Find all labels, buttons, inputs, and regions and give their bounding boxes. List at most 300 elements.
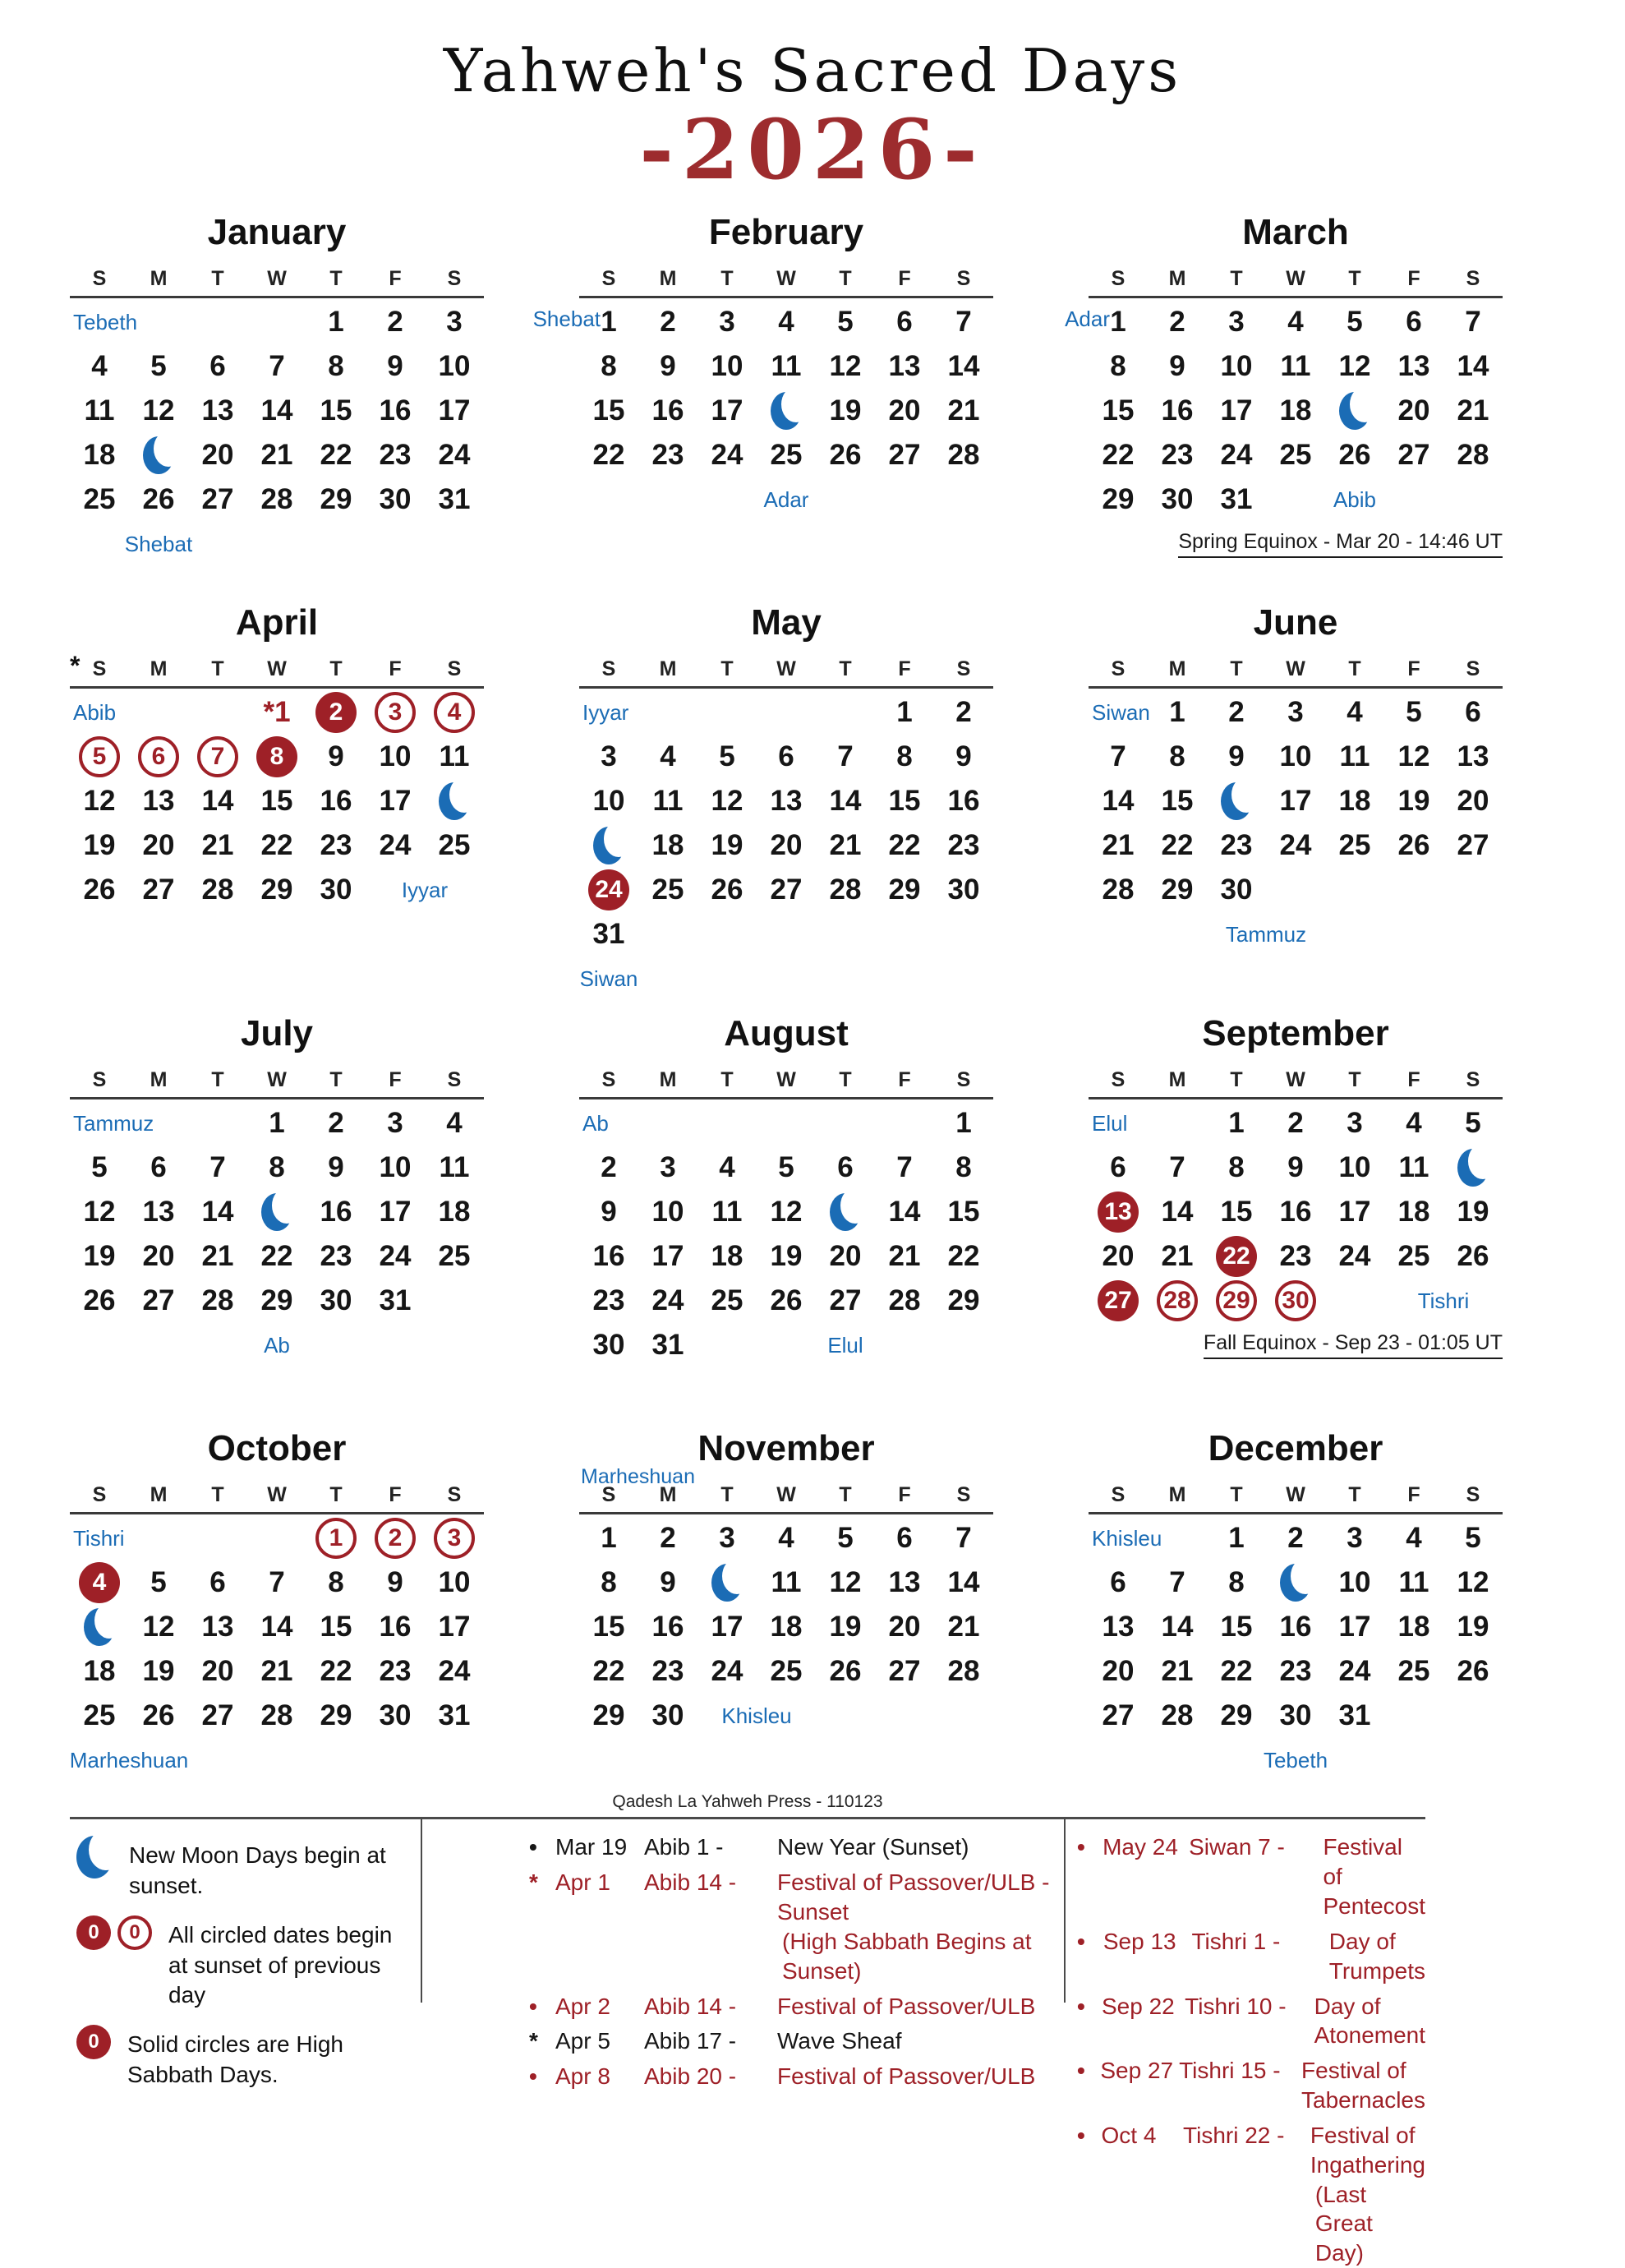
day-number: 4 bbox=[446, 1107, 463, 1140]
day-cell bbox=[579, 823, 638, 868]
header-asterisk: * bbox=[70, 651, 81, 680]
day-number: 7 bbox=[1465, 306, 1481, 339]
day-number: 3 bbox=[660, 1151, 676, 1184]
day-cell bbox=[1384, 389, 1443, 433]
day-cell bbox=[579, 1694, 638, 1738]
day-cell bbox=[1443, 823, 1503, 868]
day-cell bbox=[934, 1560, 993, 1605]
day-cell bbox=[1207, 433, 1266, 477]
day-number: 11 bbox=[439, 740, 470, 773]
month-title: January bbox=[207, 212, 347, 252]
day-cell bbox=[70, 389, 129, 433]
day-cell bbox=[425, 433, 484, 477]
day-cell bbox=[1266, 779, 1325, 823]
day-number: 31 bbox=[592, 918, 625, 951]
day-number: 25 bbox=[770, 1655, 803, 1688]
day-cell bbox=[1207, 300, 1266, 344]
day-cell bbox=[875, 1190, 934, 1234]
day-number: 7 bbox=[1169, 1151, 1185, 1184]
weekday-label: W bbox=[776, 1483, 796, 1507]
day-cell bbox=[366, 1101, 425, 1146]
day-number: 13 bbox=[770, 785, 803, 818]
day-number: 15 bbox=[947, 1196, 980, 1228]
day-number: 5 bbox=[778, 1151, 794, 1184]
day-cell bbox=[1443, 1146, 1503, 1190]
day-number: 3 bbox=[601, 740, 617, 773]
day-cell bbox=[129, 389, 188, 433]
weekday-label: T bbox=[211, 267, 224, 291]
day-cell bbox=[1207, 823, 1266, 868]
day-cell bbox=[306, 433, 366, 477]
day-number: 28 bbox=[888, 1284, 921, 1317]
day-number: 13 bbox=[1397, 350, 1430, 383]
day-cell bbox=[757, 1234, 816, 1279]
day-cell bbox=[1384, 1234, 1443, 1279]
weekday-label: F bbox=[1407, 1068, 1420, 1092]
feast-entry bbox=[529, 2026, 1064, 2056]
day-number: 16 bbox=[1279, 1611, 1312, 1643]
day-cell bbox=[1148, 735, 1207, 779]
day-number: 2 bbox=[387, 306, 403, 339]
weekday-label: T bbox=[329, 657, 343, 681]
month-grid bbox=[1089, 1101, 1503, 1323]
high-sabbath-date: 22 bbox=[1216, 1236, 1257, 1277]
day-number: 15 bbox=[592, 1611, 625, 1643]
day-cell bbox=[638, 1190, 697, 1234]
month-title: May bbox=[751, 602, 822, 643]
day-cell bbox=[70, 735, 129, 779]
day-number: 18 bbox=[770, 1611, 803, 1643]
weekday-label: T bbox=[1348, 1483, 1361, 1507]
day-cell bbox=[697, 1146, 757, 1190]
weekday-label: S bbox=[601, 1068, 616, 1092]
day-number: 28 bbox=[1457, 439, 1489, 472]
day-cell bbox=[1207, 690, 1266, 735]
month-grid bbox=[70, 1101, 484, 1367]
day-cell bbox=[1089, 823, 1148, 868]
weekday-label: T bbox=[211, 1068, 224, 1092]
day-number: 1 bbox=[955, 1107, 972, 1140]
day-number: 7 bbox=[209, 1151, 226, 1184]
day-number: 21 bbox=[947, 1611, 980, 1643]
day-number: 3 bbox=[387, 1107, 403, 1140]
day-cell bbox=[129, 1560, 188, 1605]
day-number: 6 bbox=[837, 1151, 854, 1184]
weekday-label: M bbox=[659, 657, 677, 681]
weekday-label: T bbox=[839, 657, 852, 681]
day-number: 15 bbox=[1102, 394, 1135, 427]
day-cell bbox=[1148, 1649, 1207, 1694]
hebrew-month-label: Abib bbox=[1333, 486, 1377, 512]
legend-circled-text: All circled dates begin at sunset of previous day bbox=[168, 1922, 393, 2008]
day-number: 29 bbox=[320, 1699, 352, 1732]
day-number: 19 bbox=[83, 1240, 116, 1273]
day-number: 24 bbox=[1220, 439, 1253, 472]
day-cell bbox=[816, 779, 875, 823]
day-number: 3 bbox=[719, 1522, 735, 1555]
day-cell bbox=[1443, 1649, 1503, 1694]
day-cell bbox=[1325, 300, 1384, 344]
day-number: 21 bbox=[201, 829, 234, 862]
weekday-label: S bbox=[1111, 1068, 1126, 1092]
weekday-label: S bbox=[1111, 267, 1126, 291]
day-cell bbox=[1089, 344, 1148, 389]
feast-date: Apr 2 bbox=[555, 1993, 610, 2019]
day-cell bbox=[1089, 1694, 1148, 1738]
day-number: 17 bbox=[438, 394, 471, 427]
day-cell bbox=[306, 1694, 366, 1738]
day-cell bbox=[697, 433, 757, 477]
day-cell bbox=[816, 389, 875, 433]
day-number: 27 bbox=[888, 1655, 921, 1688]
day-number: 19 bbox=[1457, 1611, 1489, 1643]
day-number: 13 bbox=[888, 1566, 921, 1599]
day-cell bbox=[1089, 433, 1148, 477]
day-cell bbox=[697, 1190, 757, 1234]
day-cell bbox=[425, 1146, 484, 1190]
day-number: 21 bbox=[1161, 1240, 1194, 1273]
weekday-label: T bbox=[1230, 1068, 1243, 1092]
day-cell bbox=[1384, 1516, 1443, 1560]
day-number: 19 bbox=[829, 394, 862, 427]
day-cell bbox=[1148, 344, 1207, 389]
hebrew-month-label: Khisleu bbox=[1092, 1525, 1162, 1551]
day-cell bbox=[1266, 433, 1325, 477]
day-number: 17 bbox=[651, 1240, 684, 1273]
day-number: 3 bbox=[719, 306, 735, 339]
day-number: 16 bbox=[320, 1196, 352, 1228]
day-cell bbox=[247, 1101, 306, 1146]
day-cell bbox=[1325, 1694, 1384, 1738]
day-cell bbox=[247, 433, 306, 477]
day-number: 26 bbox=[142, 1699, 175, 1732]
day-cell bbox=[697, 735, 757, 779]
weekday-label: T bbox=[1230, 267, 1243, 291]
day-cell bbox=[638, 344, 697, 389]
weekday-label: M bbox=[1168, 267, 1186, 291]
day-number: 9 bbox=[660, 350, 676, 383]
day-cell bbox=[425, 389, 484, 433]
day-number: 2 bbox=[601, 1151, 617, 1184]
day-number: 14 bbox=[947, 350, 980, 383]
day-cell bbox=[247, 779, 306, 823]
day-cell bbox=[1325, 389, 1384, 433]
feast-date: Apr 5 bbox=[555, 2028, 610, 2054]
weekday-label: F bbox=[389, 1068, 402, 1092]
day-cell bbox=[366, 1146, 425, 1190]
day-number: 28 bbox=[947, 1655, 980, 1688]
day-cell bbox=[70, 1649, 129, 1694]
day-number: 26 bbox=[770, 1284, 803, 1317]
day-number: 14 bbox=[260, 394, 293, 427]
day-number: 9 bbox=[1287, 1151, 1304, 1184]
feast-hebrew-date: Tishri 22 - bbox=[1183, 2122, 1285, 2148]
weekday-label: F bbox=[389, 1483, 402, 1507]
day-cell bbox=[1266, 1279, 1325, 1323]
day-cell bbox=[1148, 823, 1207, 868]
day-number: 10 bbox=[711, 350, 743, 383]
day-cell bbox=[306, 1560, 366, 1605]
weekday-label: T bbox=[1230, 657, 1243, 681]
day-number: 23 bbox=[592, 1284, 625, 1317]
day-cell bbox=[306, 477, 366, 522]
weekday-label: F bbox=[898, 657, 911, 681]
day-number: 20 bbox=[1457, 785, 1489, 818]
day-cell bbox=[188, 477, 247, 522]
day-cell bbox=[366, 389, 425, 433]
day-number: 4 bbox=[1406, 1107, 1422, 1140]
feast-name-line2: (Last Great Day) bbox=[1314, 2181, 1373, 2266]
day-cell bbox=[757, 868, 816, 912]
legend-fall-feasts bbox=[1064, 1819, 1426, 2266]
day-cell bbox=[1266, 1101, 1325, 1146]
day-number: 27 bbox=[1397, 439, 1430, 472]
day-cell bbox=[579, 1605, 638, 1649]
day-number: 26 bbox=[1397, 829, 1430, 862]
day-number: 23 bbox=[379, 1655, 412, 1688]
day-number: 4 bbox=[778, 306, 794, 339]
day-number: 28 bbox=[1161, 1699, 1194, 1732]
circled-date: 5 bbox=[79, 736, 120, 777]
day-cell bbox=[934, 1146, 993, 1190]
day-number: 2 bbox=[1287, 1522, 1304, 1555]
day-cell bbox=[1148, 389, 1207, 433]
feast-entry bbox=[529, 2062, 1064, 2091]
day-cell bbox=[425, 1101, 484, 1146]
day-cell bbox=[425, 1190, 484, 1234]
day-number: 30 bbox=[379, 1699, 412, 1732]
new-moon-icon bbox=[143, 436, 174, 474]
day-cell bbox=[306, 868, 366, 912]
weekday-label: T bbox=[329, 1483, 343, 1507]
weekday-label: S bbox=[956, 1483, 971, 1507]
feast-marker: • bbox=[1077, 1928, 1085, 1954]
day-cell bbox=[1266, 1190, 1325, 1234]
day-number: 7 bbox=[955, 1522, 972, 1555]
day-cell bbox=[1266, 1560, 1325, 1605]
month-title: June bbox=[1253, 602, 1338, 643]
day-number: 13 bbox=[142, 1196, 175, 1228]
day-cell bbox=[1266, 300, 1325, 344]
day-cell bbox=[934, 344, 993, 389]
feast-entry bbox=[1077, 2121, 1425, 2268]
day-number: 23 bbox=[1220, 829, 1253, 862]
feast-hebrew-date: Abib 14 - bbox=[644, 1993, 737, 2019]
day-cell bbox=[757, 779, 816, 823]
legend-solid-text: Solid circles are High Sabbath Days. bbox=[127, 2031, 343, 2087]
day-number: 15 bbox=[1220, 1196, 1253, 1228]
day-cell bbox=[638, 389, 697, 433]
new-moon-icon bbox=[711, 1564, 743, 1602]
day-number: 6 bbox=[1110, 1566, 1126, 1599]
day-cell bbox=[366, 300, 425, 344]
day-cell bbox=[697, 1234, 757, 1279]
day-number: 23 bbox=[379, 439, 412, 472]
day-cell bbox=[875, 1560, 934, 1605]
day-cell bbox=[816, 1516, 875, 1560]
day-cell bbox=[306, 1279, 366, 1323]
page-title: Yahweh's Sacred Days bbox=[443, 36, 1182, 105]
day-cell bbox=[1207, 1649, 1266, 1694]
day-cell bbox=[70, 344, 129, 389]
day-number: 15 bbox=[592, 394, 625, 427]
day-cell bbox=[247, 1146, 306, 1190]
day-cell bbox=[1148, 868, 1207, 912]
weekday-label: W bbox=[267, 657, 287, 681]
day-cell bbox=[816, 823, 875, 868]
day-cell bbox=[129, 1649, 188, 1694]
day-cell bbox=[1325, 690, 1384, 735]
day-number: 18 bbox=[1397, 1611, 1430, 1643]
weekday-label: F bbox=[898, 1068, 911, 1092]
day-cell bbox=[1207, 389, 1266, 433]
day-number: 1 bbox=[1228, 1107, 1245, 1140]
day-cell bbox=[129, 868, 188, 912]
day-number: 20 bbox=[142, 829, 175, 862]
day-cell bbox=[934, 1649, 993, 1694]
feast-hebrew-date: Abib 1 - bbox=[644, 1834, 724, 1860]
weekday-label: S bbox=[956, 267, 971, 291]
day-number: 20 bbox=[201, 1655, 234, 1688]
day-cell bbox=[366, 1234, 425, 1279]
day-cell bbox=[1148, 1560, 1207, 1605]
day-cell bbox=[697, 389, 757, 433]
weekday-label: S bbox=[92, 267, 107, 291]
day-number: 5 bbox=[1465, 1107, 1481, 1140]
legend-circled-row bbox=[76, 1915, 421, 2010]
day-number: 11 bbox=[1398, 1151, 1429, 1184]
day-cell bbox=[1207, 1234, 1266, 1279]
feast-hebrew-date: Abib 17 - bbox=[644, 2028, 737, 2054]
day-cell bbox=[1384, 433, 1443, 477]
day-number: 15 bbox=[260, 785, 293, 818]
day-number: 4 bbox=[778, 1522, 794, 1555]
weekday-label: T bbox=[1230, 1483, 1243, 1507]
weekday-label: M bbox=[150, 267, 168, 291]
day-cell bbox=[757, 300, 816, 344]
day-number: 8 bbox=[955, 1151, 972, 1184]
day-cell bbox=[875, 868, 934, 912]
day-number: 3 bbox=[446, 306, 463, 339]
day-number: 10 bbox=[1338, 1566, 1371, 1599]
day-number: 23 bbox=[1279, 1655, 1312, 1688]
month-august bbox=[579, 1014, 993, 1367]
day-cell bbox=[366, 1516, 425, 1560]
day-cell bbox=[1443, 344, 1503, 389]
day-number: 23 bbox=[947, 829, 980, 862]
day-cell bbox=[425, 690, 484, 735]
weekday-label: W bbox=[267, 267, 287, 291]
weekday-header bbox=[1089, 657, 1503, 689]
feast-date: Oct 4 bbox=[1101, 2122, 1157, 2148]
month-title: December bbox=[1208, 1428, 1383, 1468]
new-moon-icon bbox=[76, 1836, 113, 1878]
day-number: 17 bbox=[1279, 785, 1312, 818]
day-number: 31 bbox=[651, 1329, 684, 1362]
day-cell bbox=[70, 1234, 129, 1279]
day-number: 7 bbox=[1110, 740, 1126, 773]
day-number: 27 bbox=[201, 1699, 234, 1732]
day-cell bbox=[816, 1234, 875, 1279]
day-cell bbox=[425, 344, 484, 389]
weekday-header bbox=[70, 267, 484, 298]
day-cell bbox=[188, 1694, 247, 1738]
feast-marker: * bbox=[529, 2028, 538, 2054]
hebrew-month-label: Tammuz bbox=[1225, 921, 1307, 947]
day-number: 28 bbox=[201, 874, 234, 906]
day-cell bbox=[579, 868, 638, 912]
day-number: 8 bbox=[1169, 740, 1185, 773]
day-cell bbox=[306, 1516, 366, 1560]
day-cell bbox=[757, 823, 816, 868]
day-cell bbox=[366, 823, 425, 868]
day-cell bbox=[306, 300, 366, 344]
page-year: -2026- bbox=[639, 101, 986, 198]
day-cell bbox=[1325, 344, 1384, 389]
day-cell bbox=[816, 1560, 875, 1605]
day-cell bbox=[366, 344, 425, 389]
day-number: 5 bbox=[1346, 306, 1363, 339]
day-number: 19 bbox=[83, 829, 116, 862]
day-number: 9 bbox=[660, 1566, 676, 1599]
feast-hebrew-date: Siwan 7 - bbox=[1189, 1834, 1285, 1860]
day-number: 6 bbox=[1465, 696, 1481, 729]
feast-entry bbox=[529, 1992, 1064, 2021]
day-number: 25 bbox=[1397, 1240, 1430, 1273]
day-number: 26 bbox=[711, 874, 743, 906]
day-number: 29 bbox=[1161, 874, 1194, 906]
day-cell bbox=[1207, 1190, 1266, 1234]
equinox-note bbox=[1089, 530, 1503, 554]
feast-marker: • bbox=[1077, 2058, 1085, 2084]
day-number: 18 bbox=[1397, 1196, 1430, 1228]
day-number: 24 bbox=[651, 1284, 684, 1317]
day-cell bbox=[425, 300, 484, 344]
day-number: 20 bbox=[829, 1240, 862, 1273]
day-cell bbox=[188, 344, 247, 389]
day-number: 16 bbox=[592, 1240, 625, 1273]
day-number: 9 bbox=[387, 350, 403, 383]
weekday-label: T bbox=[1348, 657, 1361, 681]
hebrew-month-label: Iyyar bbox=[401, 877, 449, 902]
day-cell bbox=[1266, 1605, 1325, 1649]
day-cell bbox=[188, 823, 247, 868]
equinox-note-text: Fall Equinox - Sep 23 - 01:05 UT bbox=[1204, 1331, 1503, 1359]
weekday-label: S bbox=[956, 657, 971, 681]
day-number: 27 bbox=[201, 483, 234, 516]
day-number: 29 bbox=[320, 483, 352, 516]
month-title: April bbox=[235, 602, 319, 643]
day-number: 22 bbox=[1220, 1655, 1253, 1688]
day-number: 14 bbox=[201, 785, 234, 818]
weekday-label: S bbox=[956, 1068, 971, 1092]
day-number: 24 bbox=[438, 1655, 471, 1688]
day-number: 30 bbox=[1161, 483, 1194, 516]
day-number: 25 bbox=[770, 439, 803, 472]
feast-name: Festival of Ingathering (Last Great Day) bbox=[1310, 2121, 1425, 2268]
day-number: 29 bbox=[1220, 1699, 1253, 1732]
day-number: 18 bbox=[1279, 394, 1312, 427]
day-number: 27 bbox=[142, 874, 175, 906]
day-number: 6 bbox=[209, 1566, 226, 1599]
day-number: 29 bbox=[260, 874, 293, 906]
day-cell bbox=[757, 1605, 816, 1649]
month-june bbox=[1089, 603, 1503, 957]
day-cell bbox=[188, 1146, 247, 1190]
hebrew-month-label: Marheshuan bbox=[581, 1465, 695, 1488]
day-number: 23 bbox=[651, 1655, 684, 1688]
new-moon-icon bbox=[84, 1608, 115, 1646]
